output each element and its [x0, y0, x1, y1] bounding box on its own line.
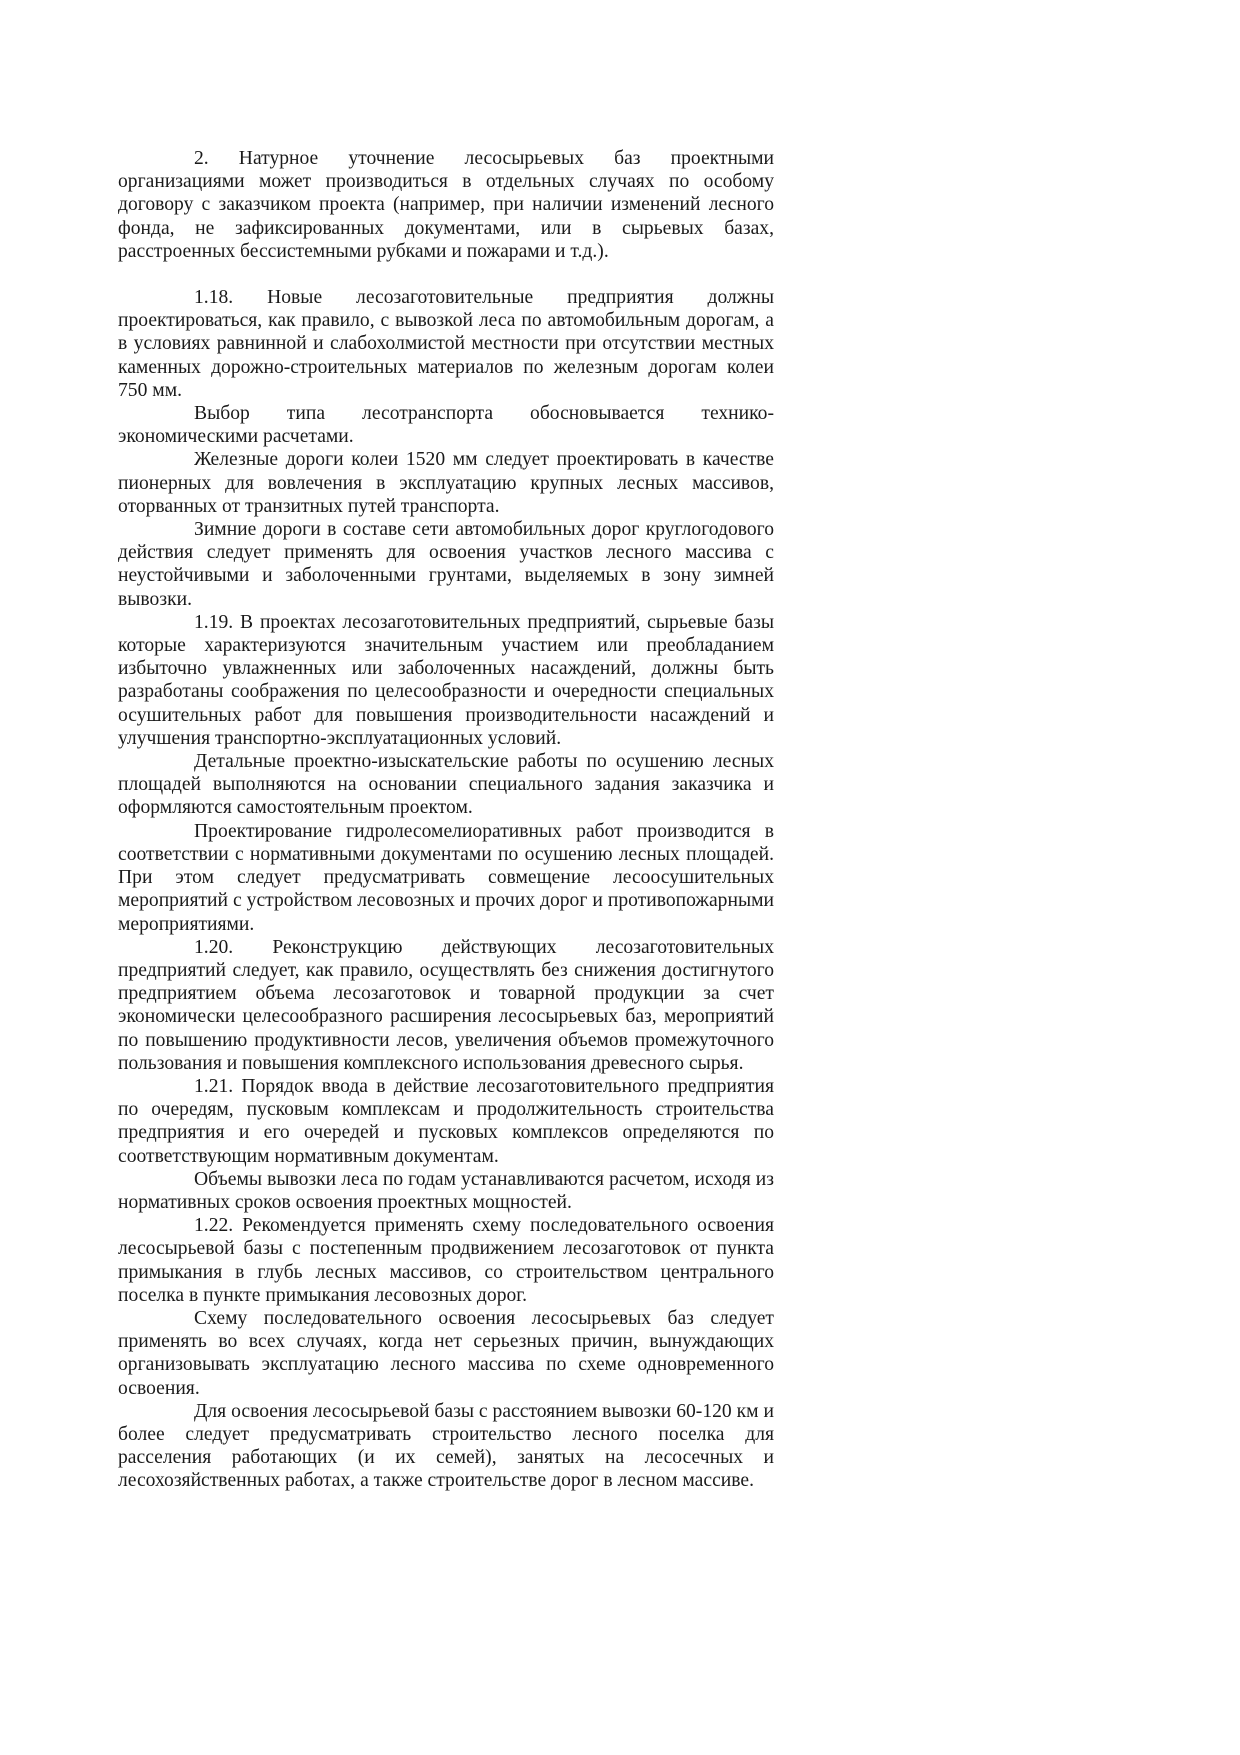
paragraph-1-22: 1.22. Рекомендуется применять схему последовательного освоения лесосырьевой базы с постепенным продвижением лесозаготовок от пункта примыкания в глубь лесных массивов, со строительством центрального поселка в пункте примыкания лесовозных дорог.: [118, 1215, 774, 1306]
paragraph-forest-settlement: Для освоения лесосырьевой базы с расстоянием вывозки 60-120 км и более следует предусматривать строительство лесного поселка для расселения работающих (и их семей), занятых на лесосечных и лесохозяйственных работах, а также строительстве дорог в лесном массиве.: [118, 1400, 774, 1492]
paragraph-winter-roads: Зимние дороги в составе сети автомобильных дорог круглогодового действия следует применять для освоения участков лесного массива с неустойчивыми и заболоченными грунтами, выделяемых в зону зимней вывозки.: [118, 519, 774, 610]
paragraph-1-19: 1.19. В проектах лесозаготовительных предприятий, сырьевые базы которые характеризуются значительным участием или преобладанием избыточно увлажненных или заболоченных насаждений, должны быть разработаны соображения по целесообразности и очередности специальных осушительных работ для повышения производительности насаждений и улучшения транспортно-эксплуатационных условий.: [118, 611, 774, 749]
paragraph-transport-choice: Выбор типа лесотранспорта обосновывается технико-экономическими расчетами.: [118, 403, 774, 448]
paragraph-sequential-scheme: Схему последовательного освоения лесосырьевых баз следует применять во всех случаях, когда нет серьезных причин, вынуждающих организовывать эксплуатацию лесного массива по схеме одновременного освоения.: [118, 1307, 774, 1399]
paragraph-haul-volumes: Объемы вывозки леса по годам устанавливаются расчетом, исходя из нормативных сроков освоения проектных мощностей.: [118, 1168, 774, 1213]
paragraph-1-18: 1.18. Новые лесозаготовительные предприятия должны проектироваться, как правило, с вывозкой леса по автомобильным дорогам, а в условиях равнинной и слабохолмистой местности при отсутствии местных каменных дорожно-строительных материалов по железным дорогам колеи 750 мм.: [118, 287, 774, 401]
paragraph-railways-1520: Железные дороги колеи 1520 мм следует проектировать в качестве пионерных для вовлечения в эксплуатацию крупных лесных массивов, оторванных от транзитных путей транспорта.: [118, 449, 774, 517]
paragraph-note-2: 2. Натурное уточнение лесосырьевых баз проектными организациями может производиться в отдельных случаях по особому договору с заказчиком проекта (например, при наличии изменений лесного фонда, не зафиксированных документами, или в сырьевых базах, расстроенных бессистемными рубками и пожарами и т.д.).: [118, 148, 774, 262]
paragraph-1-20: 1.20. Реконструкцию действующих лесозаготовительных предприятий следует, как правило, осуществлять без снижения достигнутого предприятием объема лесозаготовок и товарной продукции за счет экономически целесообразного расширения лесосырьевых баз, мероприятий по повышению продуктивности лесов, увеличения объемов промежуточного пользования и повышения комплексного использования древесного сырья.: [118, 936, 774, 1074]
document-page: [118, 147, 774, 1493]
paragraph-drainage-surveys: Детальные проектно-изыскательские работы по осушению лесных площадей выполняются на основании специального задания заказчика и оформляются самостоятельным проектом.: [118, 751, 774, 819]
paragraph-spacer: [118, 263, 774, 286]
paragraph-1-21: 1.21. Порядок ввода в действие лесозаготовительного предприятия по очередям, пусковым комплексам и продолжительность строительства предприятия и его очередей и пусковых комплексов определяются по соответствующим нормативным документам.: [118, 1075, 774, 1167]
paragraph-hydro-melioration: Проектирование гидролесомелиоративных работ производится в соответствии с нормативными документами по осушению лесных площадей. При этом следует предусматривать совмещение лесоосушительных мероприятий с устройством лесовозных и прочих дорог и противопожарными мероприятиями.: [118, 820, 774, 935]
